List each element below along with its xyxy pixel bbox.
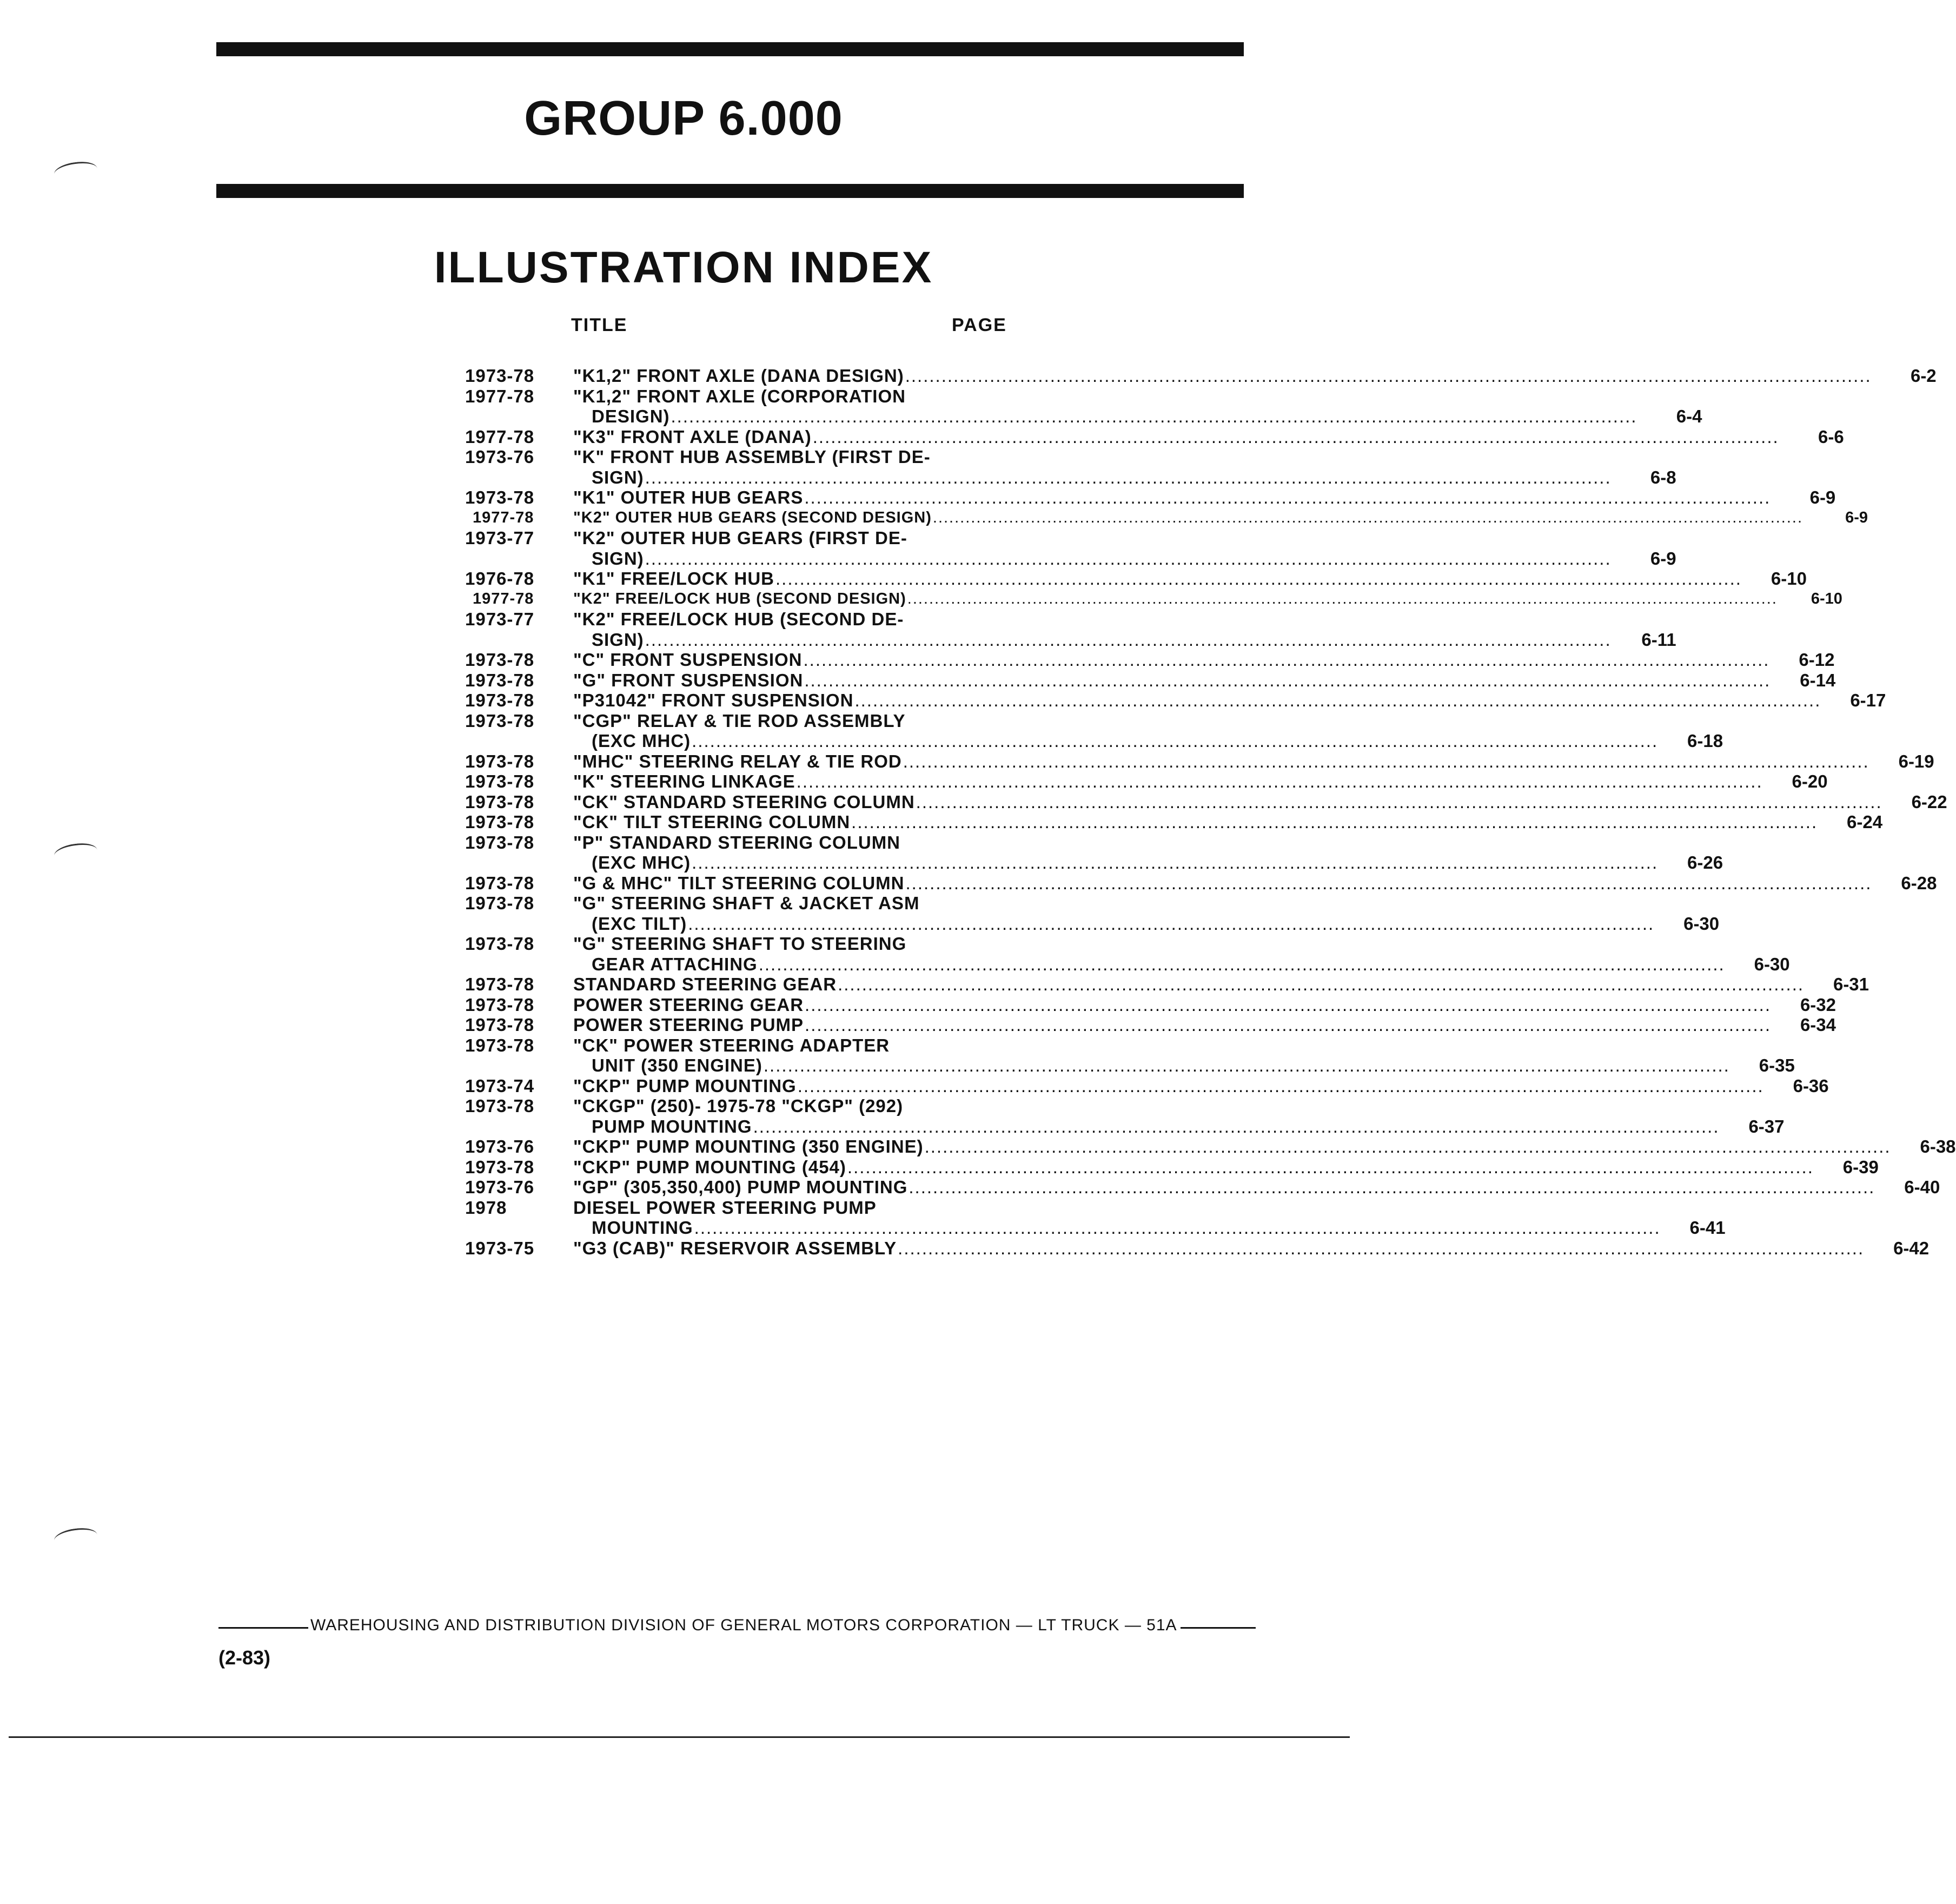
top-rule	[216, 42, 1244, 56]
dot-leader: ................................................................................................................................................................	[903, 751, 1869, 771]
entry-page: 6-11	[1641, 629, 1676, 650]
entry-title-cell	[573, 852, 1658, 873]
entry-title: "G" FRONT SUSPENSION	[573, 670, 804, 690]
index-entry-row	[465, 548, 1676, 569]
entry-title-cell	[573, 630, 1612, 650]
entry-title: POWER STEERING PUMP	[573, 1015, 804, 1035]
index-entry-row	[465, 1156, 1879, 1178]
dot-leader: ................................................................................................................................................................	[645, 467, 1612, 487]
entry-year: 1973-76	[465, 447, 535, 467]
entry-title: STANDARD STEERING GEAR	[573, 974, 837, 994]
entry-year: 1973-78	[465, 670, 535, 690]
entry-page: 6-34	[1800, 1015, 1836, 1035]
entry-page: 6-8	[1650, 467, 1676, 487]
dot-leader: ................................................................................................................................................................	[898, 1238, 1865, 1258]
index-entry-row	[465, 690, 1886, 711]
entry-title-cell	[573, 366, 1872, 386]
entry-year: 1973-78	[465, 1035, 535, 1055]
entry-title: "K2" FREE/LOCK HUB (SECOND DE-	[573, 609, 904, 629]
entry-year: 1973-75	[465, 1238, 535, 1258]
entry-title: "K3" FRONT AXLE (DANA)	[573, 426, 812, 447]
entry-title: "K" STEERING LINKAGE	[573, 771, 795, 791]
entry-title-cell	[573, 893, 952, 914]
entry-page: 6-39	[1842, 1156, 1879, 1177]
entry-title: "K1" OUTER HUB GEARS	[573, 487, 804, 507]
entry-title: SIGN)	[592, 548, 644, 568]
entry-title: SIGN)	[592, 467, 644, 487]
entry-year: 1973-78	[465, 994, 535, 1015]
index-entry-row	[465, 1096, 1017, 1116]
dot-leader: ................................................................................................................................................................	[907, 590, 1778, 607]
entry-page: 6-12	[1799, 650, 1835, 670]
entry-title: "C" FRONT SUSPENSION	[573, 650, 803, 670]
index-entry-row	[465, 852, 1723, 873]
entry-year: 1973-78	[465, 872, 535, 893]
entry-page: 6-10	[1811, 590, 1842, 607]
entry-title-cell	[573, 812, 1818, 832]
entry-title-cell	[573, 995, 1771, 1015]
index-entry-row	[465, 366, 1937, 386]
index-entry-row	[465, 974, 1869, 995]
index-entry-row	[465, 872, 1937, 894]
entry-page: 6-28	[1901, 872, 1937, 893]
entry-page: 6-22	[1911, 791, 1947, 812]
entry-title: MOUNTING	[592, 1218, 693, 1238]
entry-year: 1973-78	[465, 710, 535, 731]
index-entry-row	[465, 406, 1702, 427]
entry-title: SIGN)	[592, 629, 644, 650]
bottom-scan-line	[9, 1736, 1350, 1738]
scan-mark	[53, 1526, 98, 1550]
entry-year: 1973-74	[465, 1075, 535, 1096]
entry-year: 1973-78	[465, 832, 535, 852]
entry-year: 1973-78	[465, 893, 535, 913]
index-entry-row	[465, 812, 1883, 832]
entry-page: 6-37	[1748, 1116, 1785, 1136]
entry-title-cell	[573, 609, 952, 630]
entry-year: 1977-78	[465, 426, 535, 447]
entry-title-cell	[573, 487, 1771, 508]
entry-title: "CK" POWER STEERING ADAPTER	[573, 1035, 890, 1055]
index-entry-row	[465, 1035, 1017, 1056]
entry-title-cell	[573, 731, 1658, 751]
entry-title: PUMP MOUNTING	[592, 1116, 752, 1136]
entry-title-cell	[573, 1157, 1814, 1178]
entry-year: 1973-78	[465, 487, 535, 507]
index-entry-row	[465, 386, 1017, 407]
index-entry-row	[465, 568, 1807, 589]
dot-leader: ................................................................................................................................................................	[909, 1177, 1875, 1197]
entry-title: "MHC" STEERING RELAY & TIE ROD	[573, 751, 902, 771]
index-entry-row	[465, 1075, 1829, 1096]
entry-page: 6-19	[1898, 751, 1934, 771]
entry-year: 1973-78	[465, 812, 535, 832]
entry-page: 6-9	[1845, 508, 1868, 526]
entry-title-cell	[573, 1035, 952, 1056]
entry-title-cell	[573, 954, 1725, 975]
index-entry-row	[465, 1136, 1956, 1157]
entry-title: POWER STEERING GEAR	[573, 994, 804, 1015]
index-title: ILLUSTRATION INDEX	[434, 243, 933, 292]
entry-year: 1973-78	[465, 1096, 535, 1116]
entry-title-cell	[573, 974, 1804, 995]
entry-title-cell	[573, 427, 1779, 447]
dot-leader: ................................................................................................................................................................	[796, 771, 1763, 791]
dot-leader: ................................................................................................................................................................	[753, 1116, 1720, 1136]
entry-title-cell	[573, 508, 1803, 528]
index-entry-row	[465, 1218, 1726, 1238]
scan-mark	[53, 841, 98, 865]
dot-leader: ................................................................................................................................................................	[694, 1218, 1661, 1238]
index-entry-row	[465, 447, 1017, 467]
footer-text: WAREHOUSING AND DISTRIBUTION DIVISION OF GENERAL MOTORS CORPORATION — LT TRUCK — 51A	[310, 1616, 1177, 1634]
entry-title: "CGP" RELAY & TIE ROD ASSEMBLY	[573, 710, 906, 731]
entry-page: 6-42	[1893, 1238, 1930, 1258]
index-entry-row	[465, 1198, 1017, 1218]
index-entry-row	[465, 791, 1947, 812]
entry-title: "K" FRONT HUB ASSEMBLY (FIRST DE-	[573, 447, 931, 467]
entry-title: (EXC MHC)	[592, 731, 691, 751]
entry-title: "CKP" PUMP MOUNTING	[573, 1075, 797, 1096]
entry-year: 1973-78	[465, 366, 535, 386]
index-entry-row	[465, 1055, 1795, 1076]
dot-leader: ................................................................................................................................................................	[763, 1055, 1730, 1075]
entry-page: 6-18	[1687, 731, 1723, 751]
entry-page: 6-40	[1904, 1177, 1940, 1197]
entry-title-cell	[573, 1136, 1891, 1157]
entry-title: (EXC TILT)	[592, 913, 687, 934]
index-entry-row	[465, 467, 1676, 488]
index-entry-row	[465, 751, 1934, 772]
entry-title: "K2" FREE/LOCK HUB (SECOND DESIGN)	[573, 590, 906, 607]
index-entry-row	[465, 994, 1836, 1015]
entry-year: 1973-77	[465, 609, 535, 629]
index-entry-row	[465, 589, 1842, 610]
column-header-page: PAGE	[952, 315, 1007, 335]
entry-page: 6-14	[1800, 670, 1836, 690]
dot-leader: ................................................................................................................................................................	[804, 487, 1771, 507]
entry-title-cell	[573, 528, 952, 548]
entry-title-cell	[573, 1198, 952, 1218]
entry-page: 6-38	[1920, 1136, 1956, 1156]
entry-page: 6-30	[1754, 954, 1790, 974]
dot-leader: ................................................................................................................................................................	[924, 1136, 1891, 1156]
index-entry-row	[465, 487, 1836, 508]
entry-title-cell	[573, 1218, 1661, 1238]
footer-rule-right	[1181, 1627, 1256, 1629]
entry-title-cell	[573, 751, 1869, 772]
entry-year: 1973-78	[465, 1015, 535, 1035]
entry-title-cell	[573, 568, 1742, 589]
dot-leader: ................................................................................................................................................................	[851, 812, 1818, 832]
middle-rule	[216, 184, 1244, 198]
dot-leader: ................................................................................................................................................................	[797, 1075, 1764, 1096]
entry-title-cell	[573, 1177, 1875, 1198]
dot-leader: ................................................................................................................................................................	[905, 366, 1872, 386]
entry-title-cell	[573, 1015, 1771, 1035]
entry-page: 6-24	[1847, 812, 1883, 832]
entry-title: DIESEL POWER STEERING PUMP	[573, 1197, 877, 1218]
dot-leader: ................................................................................................................................................................	[645, 629, 1612, 650]
entry-title: (EXC MHC)	[592, 852, 691, 872]
index-entry-row	[465, 426, 1844, 447]
index-entry-row	[465, 1015, 1836, 1035]
entry-year: 1973-78	[465, 650, 535, 670]
group-title: GROUP 6.000	[524, 91, 843, 146]
entry-page: 6-36	[1793, 1075, 1829, 1096]
entry-title-cell	[573, 447, 952, 467]
entry-year: 1973-78	[465, 771, 535, 791]
entry-page: 6-9	[1809, 487, 1836, 507]
dot-leader: ................................................................................................................................................................	[692, 731, 1659, 751]
entry-page: 6-31	[1833, 974, 1869, 994]
illustration-index-table	[465, 366, 1956, 1258]
entry-title-cell	[573, 711, 952, 731]
entry-page: 6-32	[1800, 994, 1836, 1015]
entry-title-cell	[573, 386, 952, 407]
dot-leader: ................................................................................................................................................................	[671, 406, 1637, 426]
entry-year: 1973-78	[465, 1156, 535, 1177]
index-entry-row	[465, 1116, 1785, 1137]
entry-year: 1973-76	[465, 1177, 535, 1197]
entry-title: "CKP" PUMP MOUNTING (454)	[573, 1156, 846, 1177]
dot-leader: ................................................................................................................................................................	[775, 568, 1742, 589]
entry-year: 1973-78	[465, 934, 535, 954]
index-entry-row	[465, 670, 1836, 691]
entry-title: "K1" FREE/LOCK HUB	[573, 568, 774, 589]
entry-year: 1977-78	[465, 386, 535, 406]
dot-leader: ................................................................................................................................................................	[905, 872, 1872, 893]
entry-title-cell	[573, 548, 1612, 569]
entry-title-cell	[573, 771, 1763, 792]
entry-title-cell	[573, 690, 1821, 711]
entry-year: 1973-77	[465, 528, 535, 548]
entry-year: 1973-76	[465, 1136, 535, 1156]
dot-leader: ................................................................................................................................................................	[804, 670, 1771, 690]
entry-title: "G" STEERING SHAFT & JACKET ASM	[573, 893, 920, 913]
entry-title: "P31042" FRONT SUSPENSION	[573, 690, 854, 710]
entry-title-cell	[573, 1238, 1864, 1259]
entry-title: "G & MHC" TILT STEERING COLUMN	[573, 872, 905, 893]
entry-title: "CK" TILT STEERING COLUMN	[573, 812, 851, 832]
dot-leader: ................................................................................................................................................................	[932, 508, 1804, 526]
index-entry-row	[465, 934, 1017, 954]
dot-leader: ................................................................................................................................................................	[916, 791, 1882, 812]
scan-mark	[53, 160, 98, 183]
entry-title-cell	[573, 589, 1778, 610]
entry-title: "CK" STANDARD STEERING COLUMN	[573, 791, 915, 812]
dot-leader: ................................................................................................................................................................	[645, 548, 1612, 568]
entry-year: 1973-78	[465, 751, 535, 771]
entry-page: 6-30	[1683, 913, 1720, 934]
entry-page: 6-6	[1818, 426, 1844, 447]
dot-leader: ................................................................................................................................................................	[692, 852, 1659, 872]
index-entry-row	[465, 1177, 1940, 1198]
entry-title-cell	[573, 650, 1769, 670]
entry-title: "CKGP" (250)- 1975-78 "CKGP" (292)	[573, 1096, 904, 1116]
entry-title-cell	[573, 1116, 1720, 1137]
dot-leader: ................................................................................................................................................................	[812, 426, 1779, 447]
entry-title-cell	[573, 1055, 1730, 1076]
index-entry-row	[465, 731, 1723, 751]
index-entry-row	[465, 771, 1828, 792]
entry-page: 6-26	[1687, 852, 1723, 872]
entry-title: "K1,2" FRONT AXLE (CORPORATION	[573, 386, 906, 406]
entry-title: "G3 (CAB)" RESERVOIR ASSEMBLY	[573, 1238, 897, 1258]
dot-leader: ................................................................................................................................................................	[838, 974, 1805, 994]
entry-title: "CKP" PUMP MOUNTING (350 ENGINE)	[573, 1136, 924, 1156]
index-entry-row	[465, 711, 1017, 731]
entry-page: 6-2	[1910, 366, 1937, 386]
entry-year: 1973-78	[465, 791, 535, 812]
entry-title: "K1,2" FRONT AXLE (DANA DESIGN)	[573, 366, 904, 386]
entry-title: "GP" (305,350,400) PUMP MOUNTING	[573, 1177, 908, 1197]
index-entry-row	[465, 954, 1790, 975]
entry-title-cell	[573, 934, 952, 954]
entry-page: 6-41	[1689, 1218, 1726, 1238]
index-entry-row	[465, 1238, 1930, 1259]
entry-page: 6-20	[1792, 771, 1828, 791]
entry-title-cell	[573, 873, 1872, 894]
entry-year: 1977-78	[473, 590, 534, 607]
entry-title: "K2" OUTER HUB GEARS (FIRST DE-	[573, 528, 907, 548]
entry-year: 1978	[465, 1197, 507, 1218]
index-entry-row	[465, 913, 1720, 934]
index-entry-row	[465, 528, 1017, 548]
index-entry-row	[465, 893, 1017, 914]
index-entry-row	[465, 508, 1868, 528]
entry-title: UNIT (350 ENGINE)	[592, 1055, 762, 1075]
dot-leader: ................................................................................................................................................................	[805, 1015, 1771, 1035]
entry-title: "G" STEERING SHAFT TO STEERING	[573, 934, 907, 954]
dot-leader: ................................................................................................................................................................	[688, 913, 1655, 934]
entry-title-cell	[573, 1096, 952, 1116]
footer-rule-left	[218, 1627, 308, 1629]
entry-title-cell	[573, 670, 1771, 691]
entry-year: 1973-78	[465, 974, 535, 994]
column-header-title: TITLE	[571, 315, 628, 335]
index-entry-row	[465, 629, 1676, 650]
footer-code: (2-83)	[218, 1647, 271, 1669]
entry-title-cell	[573, 832, 952, 853]
entry-year: 1976-78	[465, 568, 535, 589]
entry-page: 6-10	[1771, 568, 1807, 589]
entry-title: GEAR ATTACHING	[592, 954, 758, 974]
index-entry-row	[465, 832, 1017, 853]
entry-year: 1973-78	[465, 690, 535, 710]
index-entry-row	[465, 609, 1017, 630]
entry-title-cell	[573, 792, 1882, 812]
entry-page: 6-35	[1759, 1055, 1795, 1075]
entry-title-cell	[573, 914, 1654, 934]
dot-leader: ................................................................................................................................................................	[758, 954, 1725, 974]
dot-leader: ................................................................................................................................................................	[847, 1156, 1814, 1177]
entry-page: 6-17	[1850, 690, 1886, 710]
entry-title-cell	[573, 1076, 1764, 1096]
entry-title-cell	[573, 406, 1637, 427]
entry-title-cell	[573, 467, 1612, 488]
dot-leader: ................................................................................................................................................................	[803, 650, 1770, 670]
entry-page: 6-4	[1676, 406, 1702, 426]
entry-title: "P" STANDARD STEERING COLUMN	[573, 832, 901, 852]
entry-year: 1977-78	[473, 508, 534, 526]
dot-leader: ................................................................................................................................................................	[805, 994, 1771, 1015]
dot-leader: ................................................................................................................................................................	[854, 690, 1821, 710]
entry-title: "K2" OUTER HUB GEARS (SECOND DESIGN)	[573, 508, 932, 526]
entry-page: 6-9	[1650, 548, 1676, 568]
index-entry-row	[465, 650, 1835, 670]
entry-title: DESIGN)	[592, 406, 670, 426]
